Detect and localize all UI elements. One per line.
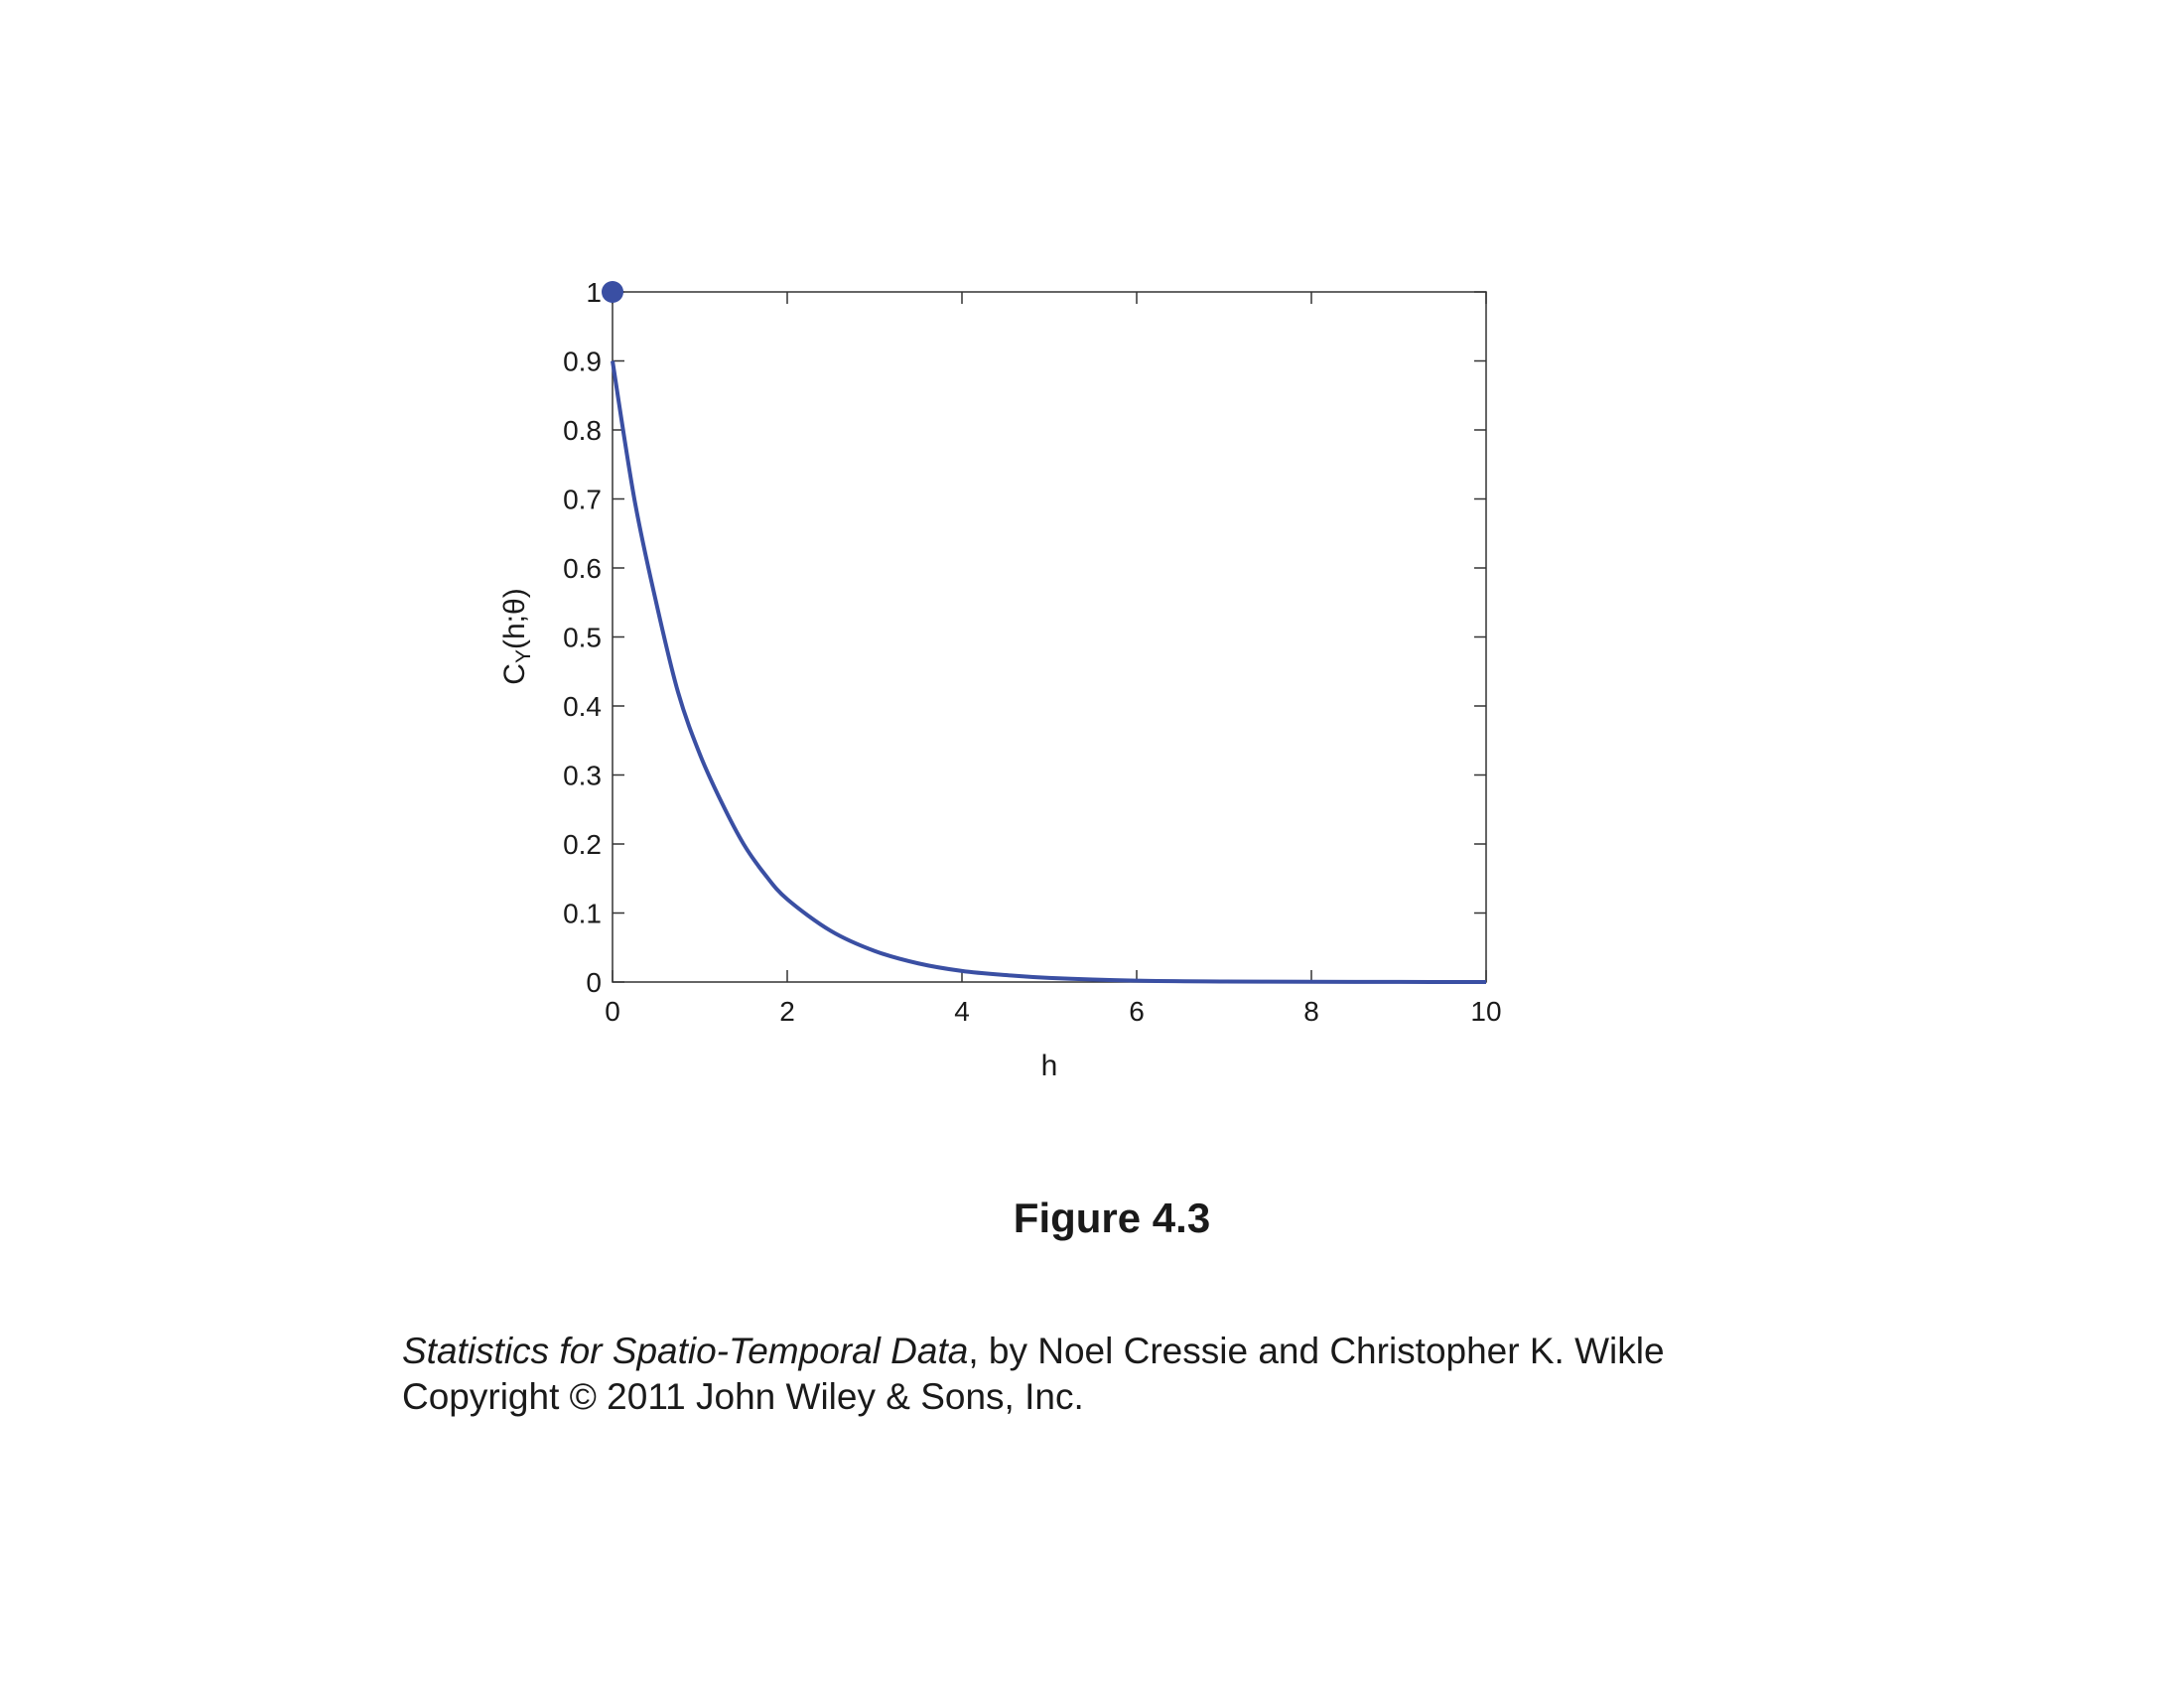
x-tick-label: 8 [1303,996,1319,1027]
svg-text:CY(h;θ): $C_Y(h;\theta)$ [498,588,535,685]
x-tick-label: 2 [779,996,795,1027]
y-tick-label: 0.4 [563,691,602,722]
y-tick-label: 0.1 [563,898,602,929]
y-tick-label: 0.3 [563,760,602,791]
y-tick-label: 0 [586,967,602,998]
x-tick-label: 0 [605,996,620,1027]
y-axis-ticks [563,277,1486,998]
book-authors: , by Noel Cressie and Christopher K. Wikle [968,1331,1665,1371]
figure-label: Figure 4.3 [1013,1195,1211,1241]
y-tick-label: 0.7 [563,484,602,515]
x-tick-label: 10 [1470,996,1502,1027]
credit-line [402,1331,1665,1372]
x-tick-label: 6 [1129,996,1145,1027]
y-tick-label: 0.5 [563,622,602,653]
copyright-line: Copyright © 2011 John Wiley & Sons, Inc. [402,1376,1084,1417]
book-title: Statistics for Spatio-Temporal Data [402,1331,969,1371]
y-tick-label: 0.8 [563,415,602,446]
plot-frame [613,292,1486,982]
x-axis-ticks [605,292,1501,1027]
y-tick-label: 1 [586,277,602,308]
y-tick-label: 0.9 [563,346,602,377]
point-markers [602,281,623,303]
y-tick-label: 0.2 [563,829,602,860]
y-tick-label: 0.6 [563,553,602,584]
y-axis-label [498,588,535,684]
series-line [613,361,1486,983]
x-axis-label: h [1040,1050,1058,1082]
x-tick-label: 4 [954,996,970,1027]
point-marker [602,281,623,303]
